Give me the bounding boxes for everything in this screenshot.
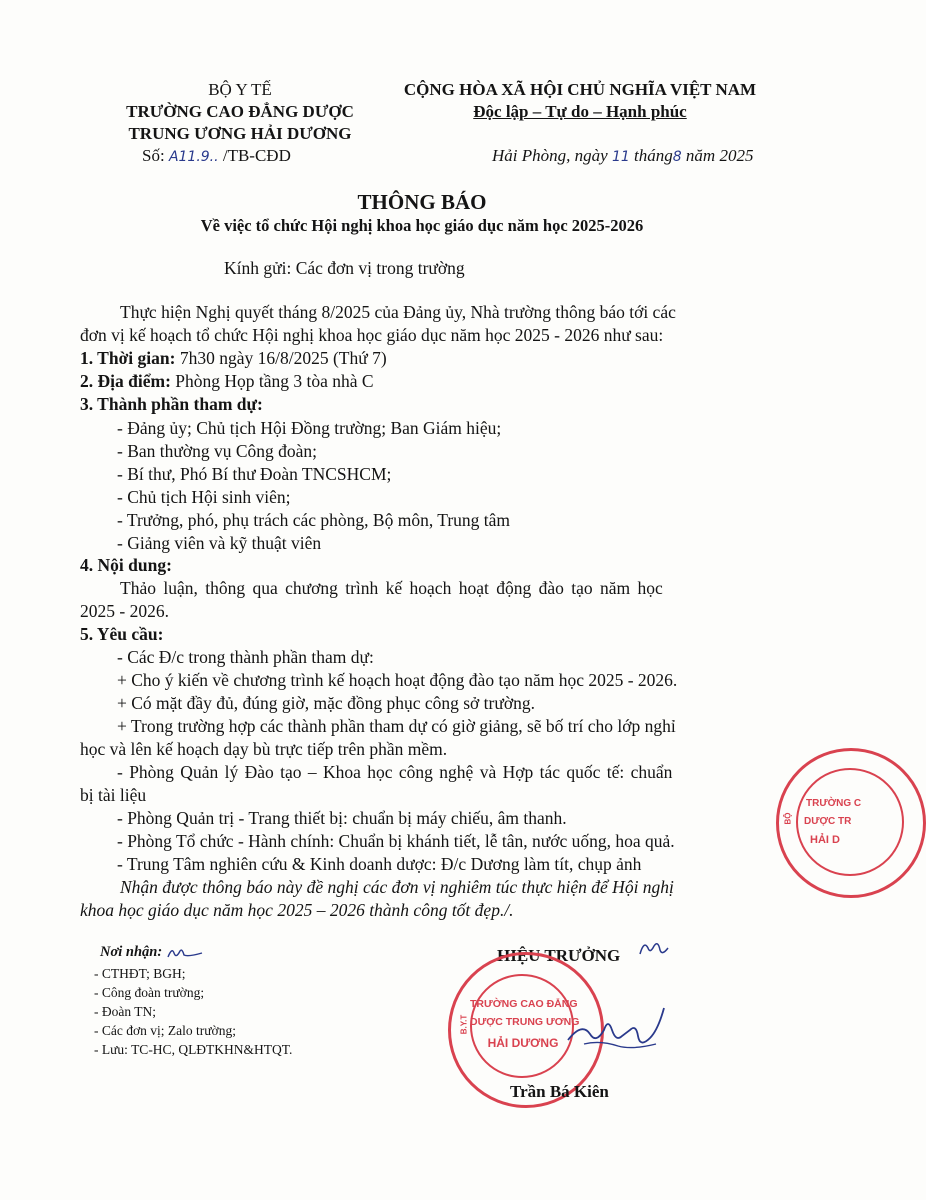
edge-stamp [770, 748, 862, 898]
place-date-prefix: Hải Phòng, ngày [492, 146, 608, 165]
participant-item: - Trưởng, phó, phụ trách các phòng, Bộ môn, Trung tâm [117, 510, 511, 530]
national-motto: Độc lập – Tự do – Hạnh phúc [473, 102, 687, 121]
intro-line-1: Thực hiện Nghị quyết tháng 8/2025 của Đảng ủy, Nhà trường thông báo tới các [120, 302, 676, 322]
initial-mark-icon [166, 945, 206, 961]
place-date-month-label: tháng [634, 146, 673, 165]
place-date [492, 146, 753, 166]
document-number-suffix: /TB-CĐD [222, 146, 291, 165]
intro-line-2: đơn vị kế hoạch tổ chức Hội nghị khoa học giáo dục năm học 2025 - 2026 như sau: [80, 325, 664, 345]
participant-item: - Ban thường vụ Công đoàn; [117, 441, 318, 461]
role-initial-icon [636, 938, 672, 960]
participant-item: - Đảng ủy; Chủ tịch Hội Đồng trường; Ban Giám hiệu; [117, 418, 502, 438]
school-name-line1: TRƯỜNG CAO ĐẲNG DƯỢC [126, 102, 354, 121]
edge-stamp-line-2: DƯỢC TR [804, 816, 852, 827]
requirement-line: bị tài liệu [80, 785, 147, 805]
requirement-line: + Cho ý kiến về chương trình kế hoạch hoạt động đào tạo năm học 2025 - 2026. [117, 670, 678, 690]
requirement-line: - Trung Tâm nghiên cứu & Kinh doanh dược: Đ/c Dương làm tít, chụp ảnh [117, 854, 642, 874]
section-time [80, 348, 387, 369]
republic-name: CỘNG HÒA XÃ HỘI CHỦ NGHĨA VIỆT NAM [403, 80, 757, 99]
section-content-line-2: 2025 - 2026. [80, 601, 169, 621]
month-handwritten: 8 [672, 149, 682, 165]
requirement-line: - Phòng Quản lý Đào tạo – Khoa học công nghệ và Hợp tác quốc tế: chuẩn [117, 762, 673, 782]
document-number-handwritten: A11.9.. [168, 149, 219, 165]
closing-line-1: Nhận được thông báo này đề nghị các đơn vị nghiêm túc thực hiện để Hội nghị [120, 877, 674, 897]
recipient-item: - Lưu: TC-HC, QLĐTKHN&HTQT. [94, 1042, 293, 1057]
document-number-prefix: Số: [142, 146, 165, 165]
section-participants-heading: 3. Thành phần tham dự: [80, 394, 263, 414]
recipient-item: - Các đơn vị; Zalo trường; [94, 1023, 236, 1038]
signatory-name: Trần Bá Kiên [510, 1082, 609, 1101]
recipients-label [100, 944, 206, 961]
document-title: THÔNG BÁO [357, 190, 487, 214]
requirement-line: + Có mặt đầy đủ, đúng giờ, mặc đồng phục công sở trường. [117, 693, 535, 713]
place-date-year: năm 2025 [685, 146, 754, 165]
section-location-value: Phòng Họp tầng 3 tòa nhà C [175, 371, 374, 391]
section-location [80, 371, 374, 392]
section-content-line-1: Thảo luận, thông qua chương trình kế hoạch hoạt động đào tạo năm học [120, 578, 663, 598]
participant-item: - Giảng viên và kỹ thuật viên [117, 533, 322, 553]
participant-item: - Bí thư, Phó Bí thư Đoàn TNCSHCM; [117, 464, 392, 484]
stamp-line-1: TRƯỜNG CAO ĐẲNG [470, 998, 578, 1010]
signatory-role: HIỆU TRƯỞNG [497, 946, 621, 965]
recipient-item: - CTHĐT; BGH; [94, 966, 186, 981]
stamp-side-text: B.Y.T [459, 1014, 469, 1035]
requirement-line: - Các Đ/c trong thành phần tham dự: [117, 647, 374, 667]
section-time-value: 7h30 ngày 16/8/2025 (Thứ 7) [179, 348, 387, 368]
requirement-line: - Phòng Quản trị - Trang thiết bị: chuẩn bị máy chiếu, âm thanh. [117, 808, 567, 828]
recipients-label-text: Nơi nhận: [100, 944, 163, 960]
section-requirements-heading: 5. Yêu cầu: [80, 624, 164, 644]
document-subtitle: Về việc tổ chức Hội nghị khoa học giáo dục năm học 2025-2026 [200, 216, 644, 235]
requirement-line: - Phòng Tổ chức - Hành chính: Chuẩn bị khánh tiết, lễ tân, nước uống, hoa quả. [117, 831, 675, 851]
edge-stamp-line-3: HẢI D [810, 834, 840, 846]
day-handwritten: 11 [611, 149, 630, 165]
school-name-line2: TRUNG ƯƠNG HẢI DƯƠNG [128, 124, 352, 143]
signature-mark-icon [560, 1000, 670, 1070]
participant-item: - Chủ tịch Hội sinh viên; [117, 487, 291, 507]
section-time-heading: 1. Thời gian: [80, 348, 176, 368]
section-location-heading: 2. Địa điểm: [80, 371, 171, 391]
requirement-line: + Trong trường hợp các thành phần tham dự có giờ giảng, sẽ bố trí cho lớp nghỉ [117, 716, 676, 736]
stamp-line-2: DƯỢC TRUNG ƯƠNG [470, 1016, 580, 1028]
recipient-item: - Công đoàn trường; [94, 985, 205, 1000]
stamp-line-3: HẢI DƯƠNG [487, 1036, 559, 1050]
ministry-name: BỘ Y TẾ [208, 80, 272, 99]
edge-stamp-line-1: TRƯỜNG C [806, 798, 862, 809]
section-content-heading: 4. Nội dung: [80, 555, 172, 575]
document-number [142, 146, 291, 166]
requirement-line: học và lên kế hoạch dạy bù trực tiếp trên phần mềm. [80, 739, 448, 759]
closing-line-2: khoa học giáo dục năm học 2025 – 2026 thành công tốt đẹp./. [80, 900, 514, 920]
greeting: Kính gửi: Các đơn vị trong trường [224, 258, 465, 278]
recipient-item: - Đoàn TN; [94, 1004, 156, 1019]
edge-stamp-side-text: BỘ [783, 812, 793, 825]
